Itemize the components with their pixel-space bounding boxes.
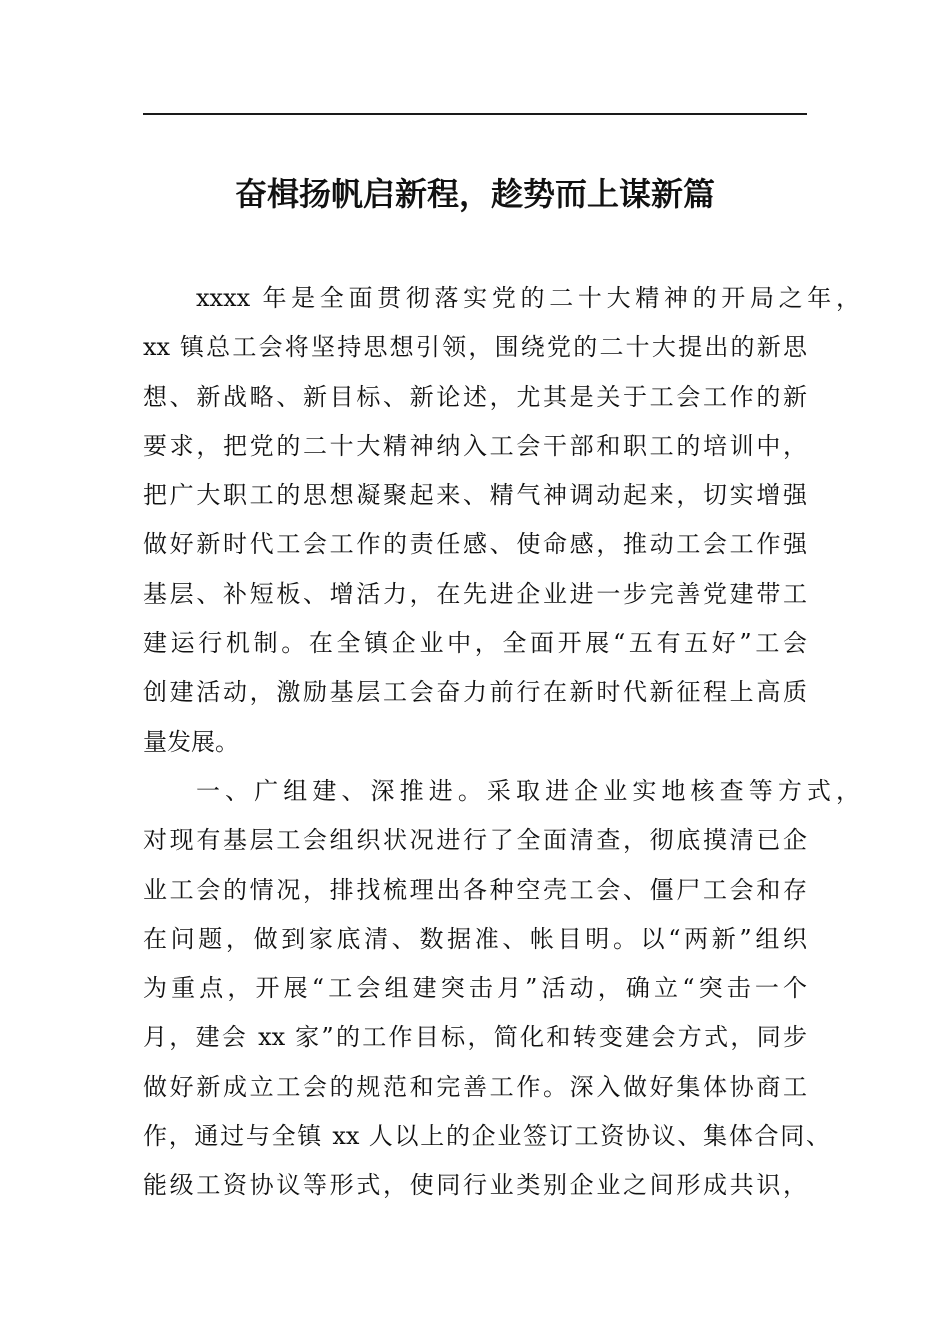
paragraph-1-line: xxxx 年是全面贯彻落实党的二十大精神的开局之年，	[196, 284, 860, 312]
paragraph-1-line: 做好新时代工会工作的责任感、使命感，推动工会工作强	[143, 530, 807, 559]
paragraph-1-line: xx 镇总工会将坚持思想引领，围绕党的二十大提出的新思	[143, 333, 807, 362]
paragraph-2-line: 对现有基层工会组织状况进行了全面清查，彻底摸清已企	[143, 826, 807, 855]
paragraph-1-line: 基层、补短板、增活力，在先进企业进一步完善党建带工	[143, 579, 807, 608]
paragraph-2-line: 一、广组建、深推进。采取进企业实地核查等方式，	[196, 776, 860, 805]
paragraph-2-line: 做好新成立工会的规范和完善工作。深入做好集体协商工	[143, 1072, 807, 1101]
paragraph-1-line: 建运行机制。在全镇企业中，全面开展“五有五好”工会	[143, 629, 807, 658]
paragraph-1-line: 量发展。	[143, 727, 239, 756]
header-rule	[143, 113, 807, 115]
paragraph-1-line: 要求，把党的二十大精神纳入工会干部和职工的培训中，	[143, 431, 807, 460]
paragraph-1-line: 想、新战略、新目标、新论述，尤其是关于工会工作的新	[143, 382, 807, 411]
paragraph-2-line: 能级工资协议等形式，使同行业类别企业之间形成共识，	[143, 1171, 807, 1200]
paragraph-2-line: 月，建会 xx 家”的工作目标，简化和转变建会方式，同步	[143, 1023, 807, 1052]
document-title: 奋楫扬帆启新程，趁势而上谋新篇	[234, 175, 715, 213]
paragraph-2-line: 为重点，开展“工会组建突击月”活动，确立“突击一个	[143, 974, 807, 1003]
paragraph-2-line: 作，通过与全镇 xx 人以上的企业签订工资协议、集体合同、	[143, 1122, 830, 1151]
paragraph-1-line: 把广大职工的思想凝聚起来、精气神调动起来，切实增强	[143, 481, 807, 510]
document-body	[143, 274, 860, 1211]
paragraph-2-line: 在问题，做到家底清、数据准、帐目明。以“两新”组织	[143, 924, 807, 953]
paragraph-1-line: 创建活动，激励基层工会奋力前行在新时代新征程上高质	[143, 678, 807, 707]
paragraph-2-line: 业工会的情况，排找梳理出各种空壳工会、僵尸工会和存	[143, 875, 807, 904]
